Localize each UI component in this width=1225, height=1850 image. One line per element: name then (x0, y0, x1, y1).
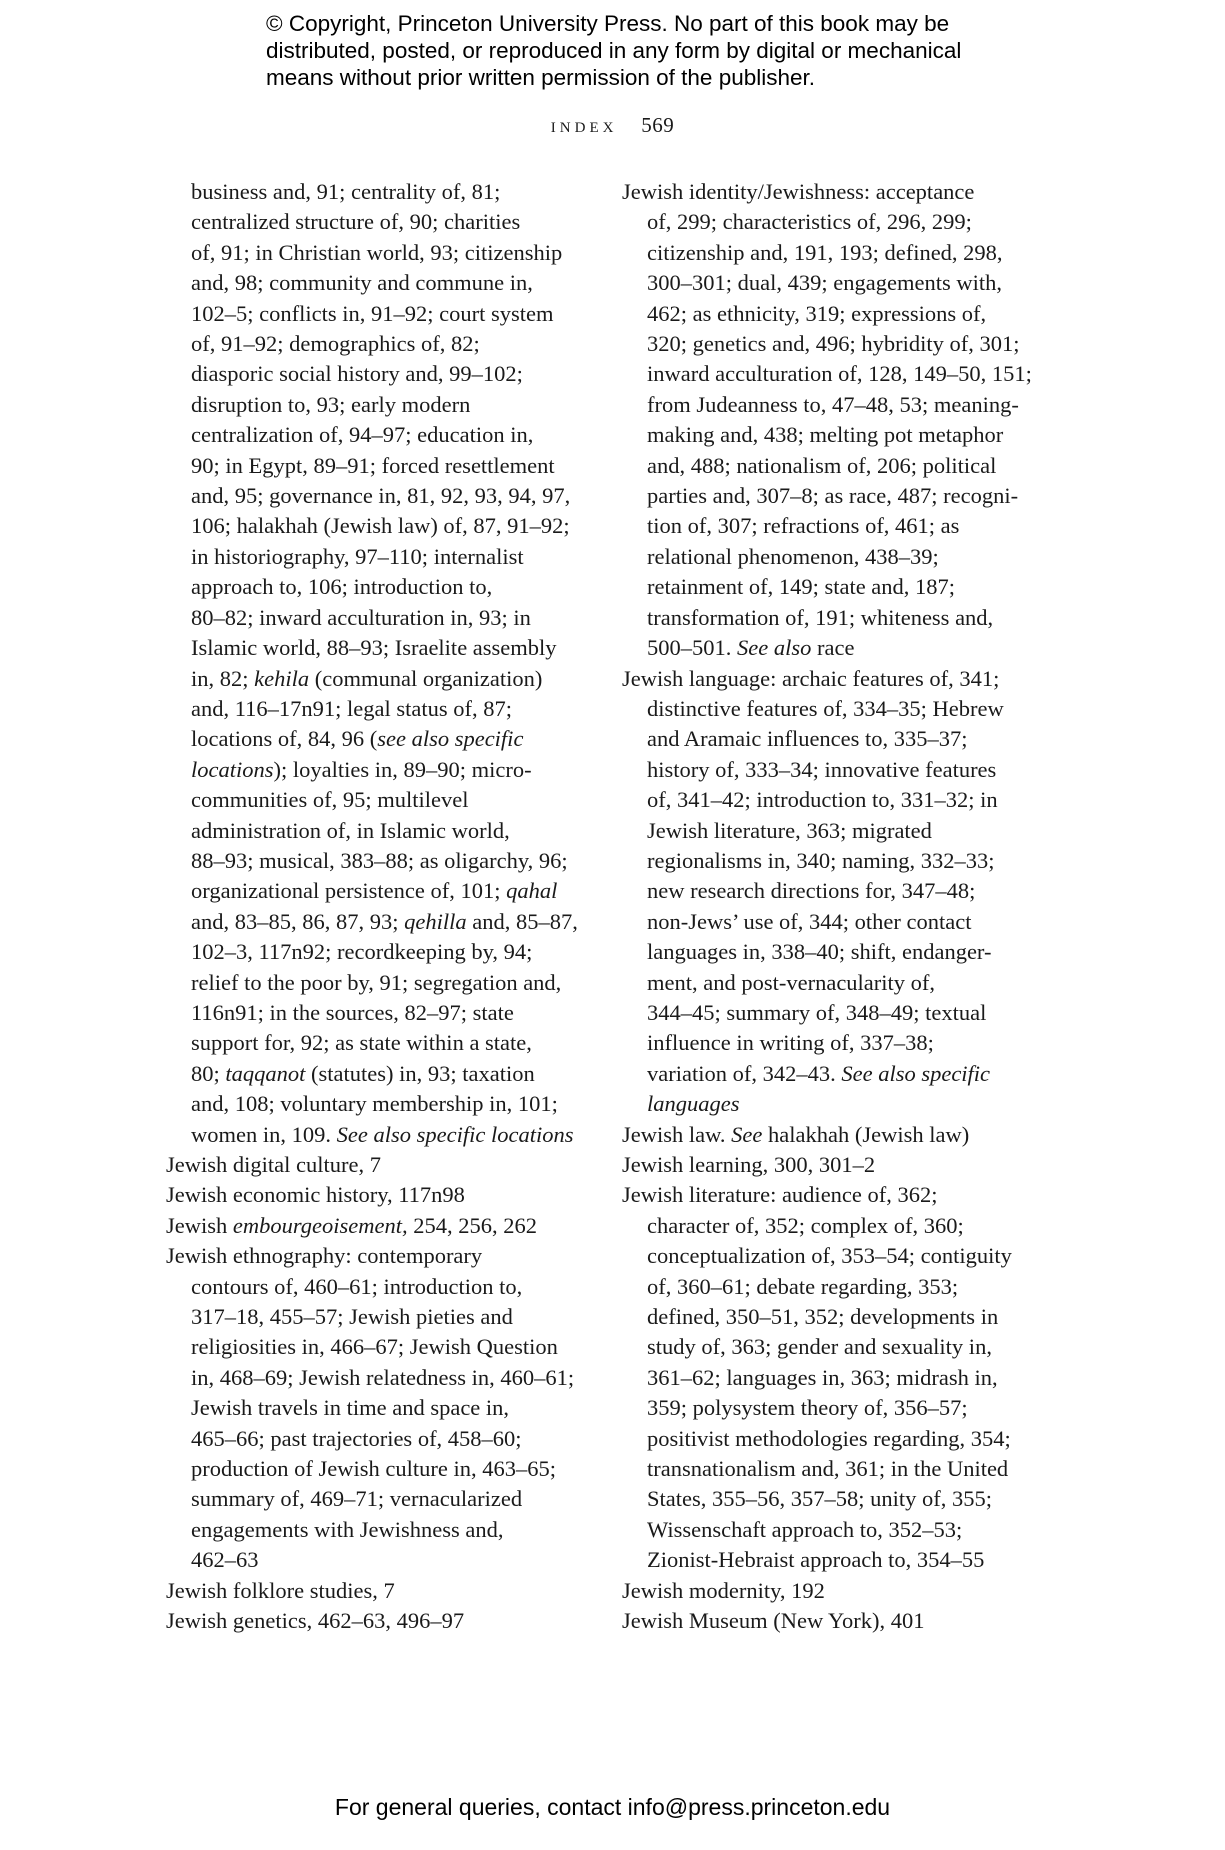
index-subentry-line: positivist methodologies regarding, 354; (647, 1425, 1011, 1451)
index-subentry-line: from Judeanness to, 47–48, 53; meaning- (647, 391, 1019, 417)
index-subentry-line: character of, 352; complex of, 360; (647, 1212, 964, 1238)
index-subentry-line: new research directions for, 347–48; (647, 878, 976, 904)
index-subentry-line: making and, 438; melting pot metaphor (647, 422, 1004, 448)
index-subentry-line: of, 91; in Christian world, 93; citizenship (191, 239, 563, 265)
index-subentry-line: 462; as ethnicity, 319; expressions of, (647, 300, 987, 326)
index-subentry-line: religiosities in, 466–67; Jewish Question (191, 1334, 558, 1360)
index-subentry-line: transformation of, 191; whiteness and, (647, 604, 994, 630)
index-subentry-line: citizenship and, 191, 193; defined, 298, (647, 239, 1003, 265)
index-subentry-line: disruption to, 93; early modern (191, 391, 471, 417)
index-subentry-line: inward acculturation of, 128, 149–50, 151; (647, 361, 1032, 387)
index-subentry-line: 361–62; languages in, 363; midrash in, (647, 1364, 998, 1390)
index-subentry-line: States, 355–56, 357–58; unity of, 355; (647, 1486, 992, 1512)
index-entry-heading: Jewish literature: audience of, 362; (622, 1182, 938, 1208)
index-entry-heading: Jewish law. See halakhah (Jewish law) (622, 1121, 970, 1147)
index-entry-heading: Jewish language: archaic features of, 341; (622, 665, 1000, 691)
index-subentry-line: of, 91–92; demographics of, 82; (191, 331, 480, 357)
index-subentry-line: ment, and post-vernacularity of, (647, 969, 936, 995)
index-entry-heading: Jewish ethnography: contemporary (166, 1243, 483, 1269)
running-head-label: index (550, 113, 618, 137)
index-subentry-line: 106; halakhah (Jewish law) of, 87, 91–92; (191, 513, 570, 539)
index-subentry-line: of, 341–42; introduction to, 331–32; in (647, 787, 998, 813)
index-subentry-line: Zionist-Hebraist approach to, 354–55 (647, 1547, 985, 1573)
index-subentry-line: variation of, 342–43. See also specific (647, 1060, 991, 1086)
index-subentry-line: tion of, 307; refractions of, 461; as (647, 513, 960, 539)
index-subentry-line: and, 98; community and commune in, (191, 270, 533, 296)
index-subentry-line: and, 488; nationalism of, 206; political (647, 452, 997, 478)
index-subentry-line: 465–66; past trajectories of, 458–60; (191, 1425, 522, 1451)
copyright-line: means without prior written permission of the publisher. (266, 65, 816, 90)
index-subentry-line: centralized structure of, 90; charities (191, 209, 521, 235)
running-head (0, 113, 1225, 138)
index-subentry-line: of, 360–61; debate regarding, 353; (647, 1273, 959, 1299)
index-subentry-line: in, 468–69; Jewish relatedness in, 460–61; (191, 1364, 575, 1390)
index-subentry-line: conceptualization of, 353–54; contiguity (647, 1243, 1012, 1269)
index-subentry-line: Jewish literature, 363; migrated (647, 817, 932, 843)
index-subentry-line: history of, 333–34; innovative features (647, 756, 997, 782)
index-subentry-line: support for, 92; as state within a state, (191, 1030, 532, 1056)
index-subentry-line: 102–5; conflicts in, 91–92; court system (191, 300, 554, 326)
index-entry-heading: Jewish identity/Jewishness: acceptance (622, 179, 975, 204)
index-subentry-line: locations of, 84, 96 (see also specific (191, 726, 524, 752)
index-subentry-line: Wissenschaft approach to, 352–53; (647, 1516, 963, 1542)
index-entry-heading: Jewish embourgeoisement, 254, 256, 262 (166, 1212, 537, 1238)
index-subentry-line: 80; taqqanot (statutes) in, 93; taxation (191, 1060, 535, 1086)
index-subentry-line: Jewish travels in time and space in, (191, 1395, 510, 1421)
index-subentry-line: relational phenomenon, 438–39; (647, 543, 939, 569)
index-entry-heading: Jewish learning, 300, 301–2 (622, 1152, 876, 1177)
index-subentry-line: regionalisms in, 340; naming, 332–33; (647, 847, 995, 873)
index-subentry-line: 80–82; inward acculturation in, 93; in (191, 604, 531, 630)
index-subentry-line: in historiography, 97–110; internalist (191, 543, 524, 569)
index-subentry-line: and, 83–85, 86, 87, 93; qehilla and, 85–87, (191, 908, 578, 934)
copyright-line: distributed, posted, or reproduced in any form by digital or mechanical (266, 38, 962, 63)
index-subentry-line: languages (647, 1091, 740, 1117)
index-subentry-line: parties and, 307–8; as race, 487; recogni- (647, 483, 1019, 509)
index-subentry-line: non-Jews’ use of, 344; other contact (647, 908, 972, 934)
index-subentry-line: of, 299; characteristics of, 296, 299; (647, 209, 972, 235)
index-subentry-line: 359; polysystem theory of, 356–57; (647, 1395, 968, 1421)
index-subentry-line: in, 82; kehila (communal organization) (191, 665, 543, 691)
index-entry-heading: Jewish digital culture, 7 (166, 1152, 381, 1177)
index-entry-heading: Jewish folklore studies, 7 (166, 1577, 395, 1603)
index-subentry-line: and Aramaic influences to, 335–37; (647, 726, 968, 752)
index-subentry-line: 88–93; musical, 383–88; as oligarchy, 96; (191, 847, 568, 873)
index-entry-heading: Jewish modernity, 192 (622, 1577, 825, 1603)
index-subentry-line: approach to, 106; introduction to, (191, 574, 493, 600)
index-subentry-line: retainment of, 149; state and, 187; (647, 574, 956, 600)
page-number: 569 (641, 113, 675, 137)
index-subentry-line: women in, 109. See also specific locations (191, 1121, 574, 1147)
index-subentry-line: and, 108; voluntary membership in, 101; (191, 1091, 558, 1117)
index-subentry-line: relief to the poor by, 91; segregation and, (191, 969, 562, 995)
footer-contact: For general queries, contact info@press.princeton.edu (334, 1794, 891, 1820)
index-subentry-line: 116n91; in the sources, 82–97; state (191, 999, 514, 1025)
index-column-left (166, 177, 586, 1637)
index-subentry-line: communities of, 95; multilevel (191, 787, 469, 813)
index-subentry-line: and, 116–17n91; legal status of, 87; (191, 695, 512, 721)
index-subentry-line: administration of, in Islamic world, (191, 817, 510, 843)
index-subentry-line: influence in writing of, 337–38; (647, 1030, 934, 1056)
index-subentry-line: 344–45; summary of, 348–49; textual (647, 999, 987, 1025)
copyright-line: © Copyright, Princeton University Press. No part of this book may be (266, 11, 950, 36)
index-subentry-line: defined, 350–51, 352; developments in (647, 1304, 999, 1330)
index-subentry-line: 320; genetics and, 496; hybridity of, 301; (647, 331, 1020, 357)
index-subentry-line: business and, 91; centrality of, 81; (191, 179, 501, 204)
index-subentry-line: study of, 363; gender and sexuality in, (647, 1334, 992, 1360)
index-entry-heading: Jewish Museum (New York), 401 (622, 1608, 925, 1634)
index-subentry-line: Islamic world, 88–93; Israelite assembly (191, 635, 557, 661)
index-subentry-line: 102–3, 117n92; recordkeeping by, 94; (191, 939, 533, 965)
index-subentry-line: contours of, 460–61; introduction to, (191, 1273, 523, 1299)
index-subentry-line: production of Jewish culture in, 463–65; (191, 1456, 556, 1482)
index-subentry-line: 500–501. See also race (647, 635, 855, 661)
index-subentry-line: transnationalism and, 361; in the United (647, 1456, 1009, 1482)
index-subentry-line: locations); loyalties in, 89–90; micro- (191, 756, 532, 782)
index-subentry-line: engagements with Jewishness and, (191, 1516, 504, 1542)
index-subentry-line: 462–63 (191, 1547, 259, 1573)
index-subentry-line: 90; in Egypt, 89–91; forced resettlement (191, 452, 555, 478)
index-column-right (622, 177, 1042, 1637)
index-subentry-line: centralization of, 94–97; education in, (191, 422, 534, 448)
index-subentry-line: languages in, 338–40; shift, endanger- (647, 939, 992, 965)
index-subentry-line: 317–18, 455–57; Jewish pieties and (191, 1304, 513, 1330)
index-entry-heading: Jewish economic history, 117n98 (166, 1182, 465, 1208)
index-subentry-line: organizational persistence of, 101; qahal (191, 878, 558, 904)
index-subentry-line: summary of, 469–71; vernacularized (191, 1486, 523, 1512)
index-subentry-line: distinctive features of, 334–35; Hebrew (647, 695, 1004, 721)
copyright-notice (266, 10, 1026, 91)
index-subentry-line: and, 95; governance in, 81, 92, 93, 94, 97, (191, 483, 571, 509)
index-subentry-line: diasporic social history and, 99–102; (191, 361, 523, 387)
index-entry-heading: Jewish genetics, 462–63, 496–97 (166, 1608, 465, 1634)
index-subentry-line: 300–301; dual, 439; engagements with, (647, 270, 1002, 296)
